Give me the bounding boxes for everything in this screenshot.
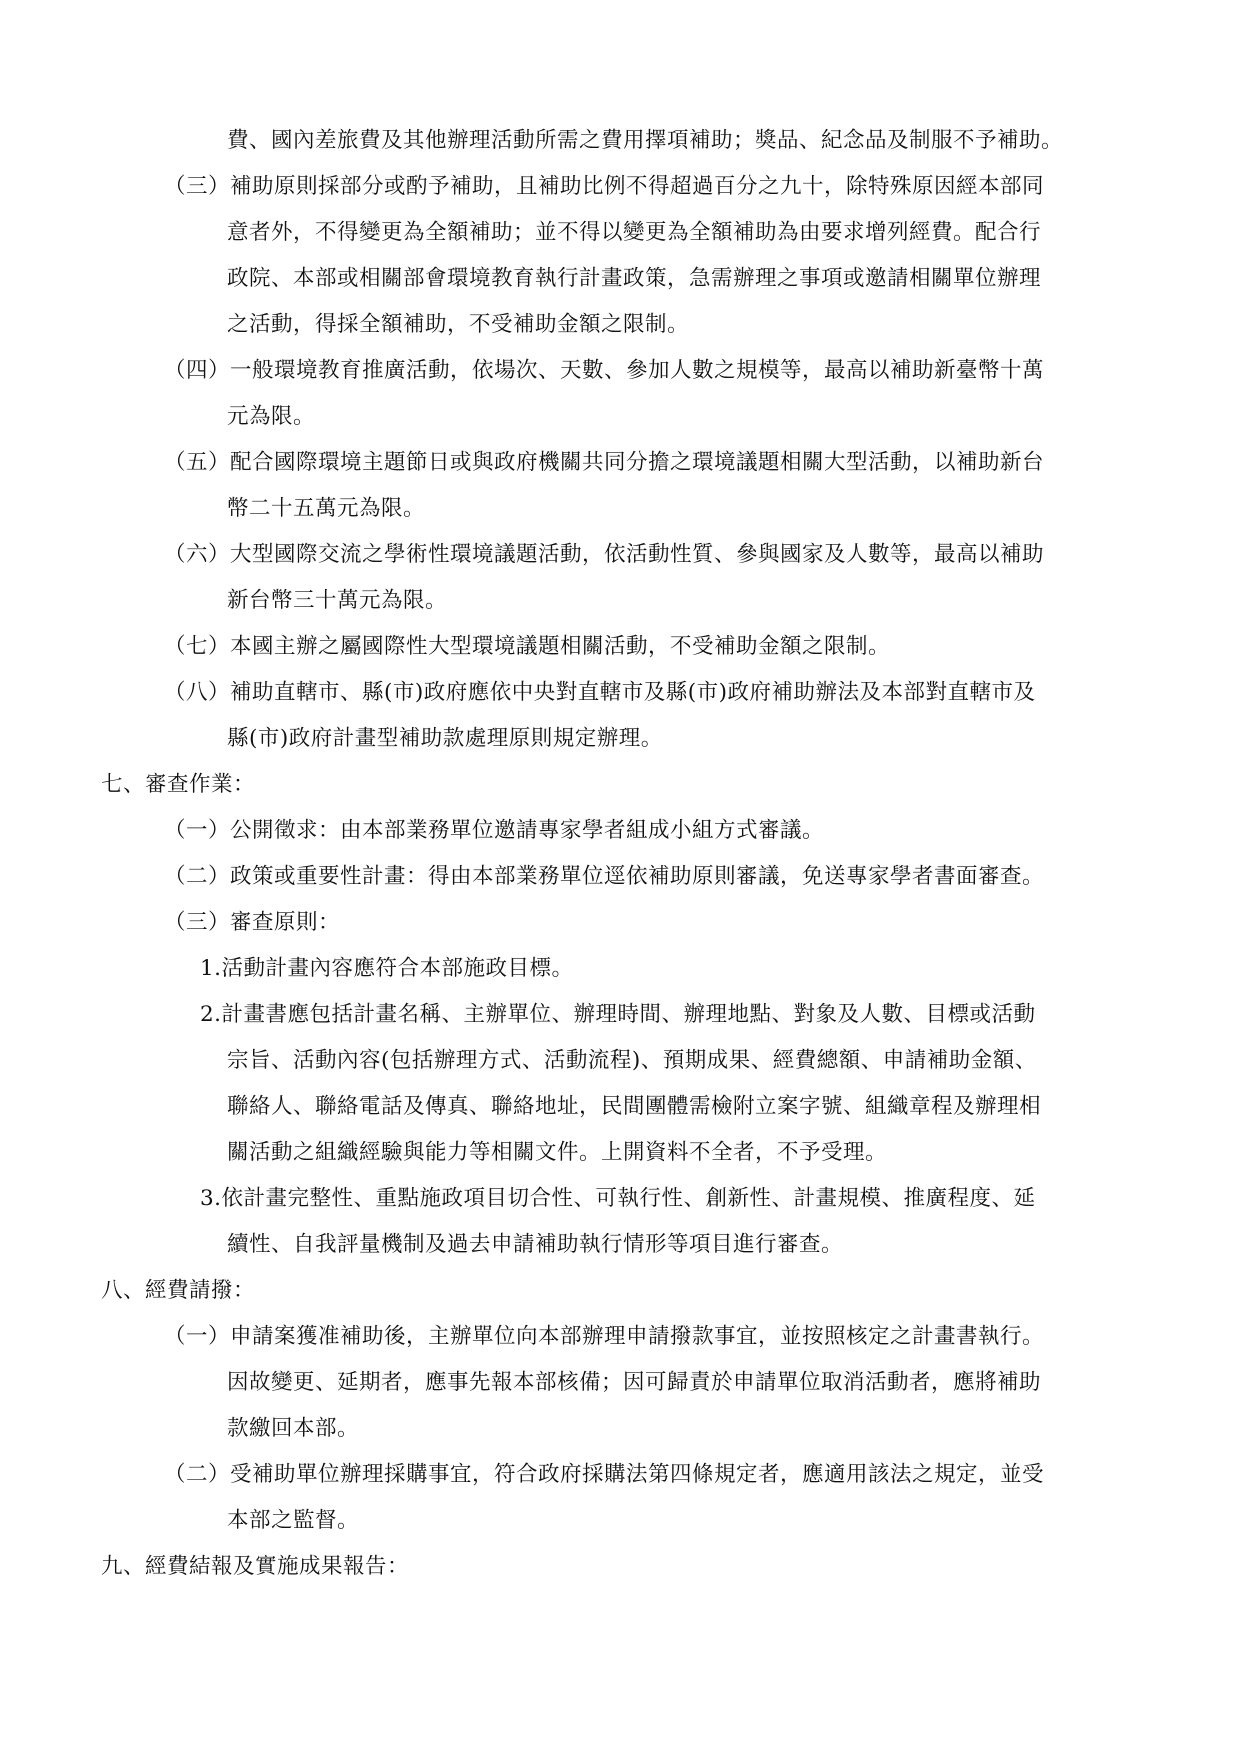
section-heading: 七、審查作業： xyxy=(101,772,256,797)
section-heading: 八、經費請撥： xyxy=(101,1278,256,1303)
text-line: （八）補助直轄市、縣(市)政府應依中央對直轄市及縣(市)政府補助辦法及本部對直轄市及 xyxy=(164,680,1036,705)
text-line: 本部之監督。 xyxy=(227,1508,360,1533)
text-line: 元為限。 xyxy=(227,404,316,429)
text-line: 1.活動計畫內容應符合本部施政目標。 xyxy=(200,956,574,981)
text-line: 因故變更、延期者，應事先報本部核備；因可歸責於申請單位取消活動者，應將補助 xyxy=(227,1370,1042,1395)
text-line: （四）一般環境教育推廣活動，依場次、天數、參加人數之規模等，最高以補助新臺幣十萬 xyxy=(164,358,1045,383)
text-line: 之活動，得採全額補助，不受補助金額之限制。 xyxy=(227,312,690,337)
text-line: （二）受補助單位辦理採購事宜，符合政府採購法第四條規定者，應適用該法之規定，並受 xyxy=(164,1462,1045,1487)
text-line: 縣(市)政府計畫型補助款處理原則規定辦理。 xyxy=(227,726,663,751)
section-heading: 九、經費結報及實施成果報告： xyxy=(101,1554,410,1579)
text-line: 意者外，不得變更為全額補助；並不得以變更為全額補助為由要求增列經費。配合行 xyxy=(227,220,1042,245)
text-line: 聯絡人、聯絡電話及傳真、聯絡地址，民間團體需檢附立案字號、組織章程及辦理相 xyxy=(227,1094,1042,1119)
text-line: 宗旨、活動內容(包括辦理方式、活動流程)、預期成果、經費總額、申請補助金額、 xyxy=(227,1048,1037,1073)
text-line: （一）公開徵求：由本部業務單位邀請專家學者組成小組方式審議。 xyxy=(164,818,825,843)
text-line: 新台幣三十萬元為限。 xyxy=(227,588,448,613)
text-line: 2.計畫書應包括計畫名稱、主辦單位、辦理時間、辦理地點、對象及人數、目標或活動 xyxy=(200,1002,1036,1027)
text-line: 費、國內差旅費及其他辦理活動所需之費用擇項補助；獎品、紀念品及制服不予補助。 xyxy=(227,128,1064,153)
text-line: （六）大型國際交流之學術性環境議題活動，依活動性質、參與國家及人數等，最高以補助 xyxy=(164,542,1045,567)
text-line: （一）申請案獲准補助後，主辦單位向本部辦理申請撥款事宜，並按照核定之計畫書執行。 xyxy=(164,1324,1045,1349)
text-line: 款繳回本部。 xyxy=(227,1416,360,1441)
text-line: 幣二十五萬元為限。 xyxy=(227,496,426,521)
text-line: （三）補助原則採部分或酌予補助，且補助比例不得超過百分之九十，除特殊原因經本部同 xyxy=(164,174,1045,199)
text-line: （二）政策或重要性計畫：得由本部業務單位逕依補助原則審議，免送專家學者書面審查。 xyxy=(164,864,1045,889)
text-line: 3.依計畫完整性、重點施政項目切合性、可執行性、創新性、計畫規模、推廣程度、延 xyxy=(200,1186,1036,1211)
text-line: （五）配合國際環境主題節日或與政府機關共同分擔之環境議題相關大型活動，以補助新台 xyxy=(164,450,1045,475)
text-line: （三）審查原則： xyxy=(164,910,341,935)
text-line: （七）本國主辦之屬國際性大型環境議題相關活動，不受補助金額之限制。 xyxy=(164,634,891,659)
text-line: 續性、自我評量機制及過去申請補助執行情形等項目進行審查。 xyxy=(227,1232,844,1257)
text-line: 關活動之組織經驗與能力等相關文件。上開資料不全者，不予受理。 xyxy=(227,1140,888,1165)
text-line: 政院、本部或相關部會環境教育執行計畫政策，急需辦理之事項或邀請相關單位辦理 xyxy=(227,266,1042,291)
